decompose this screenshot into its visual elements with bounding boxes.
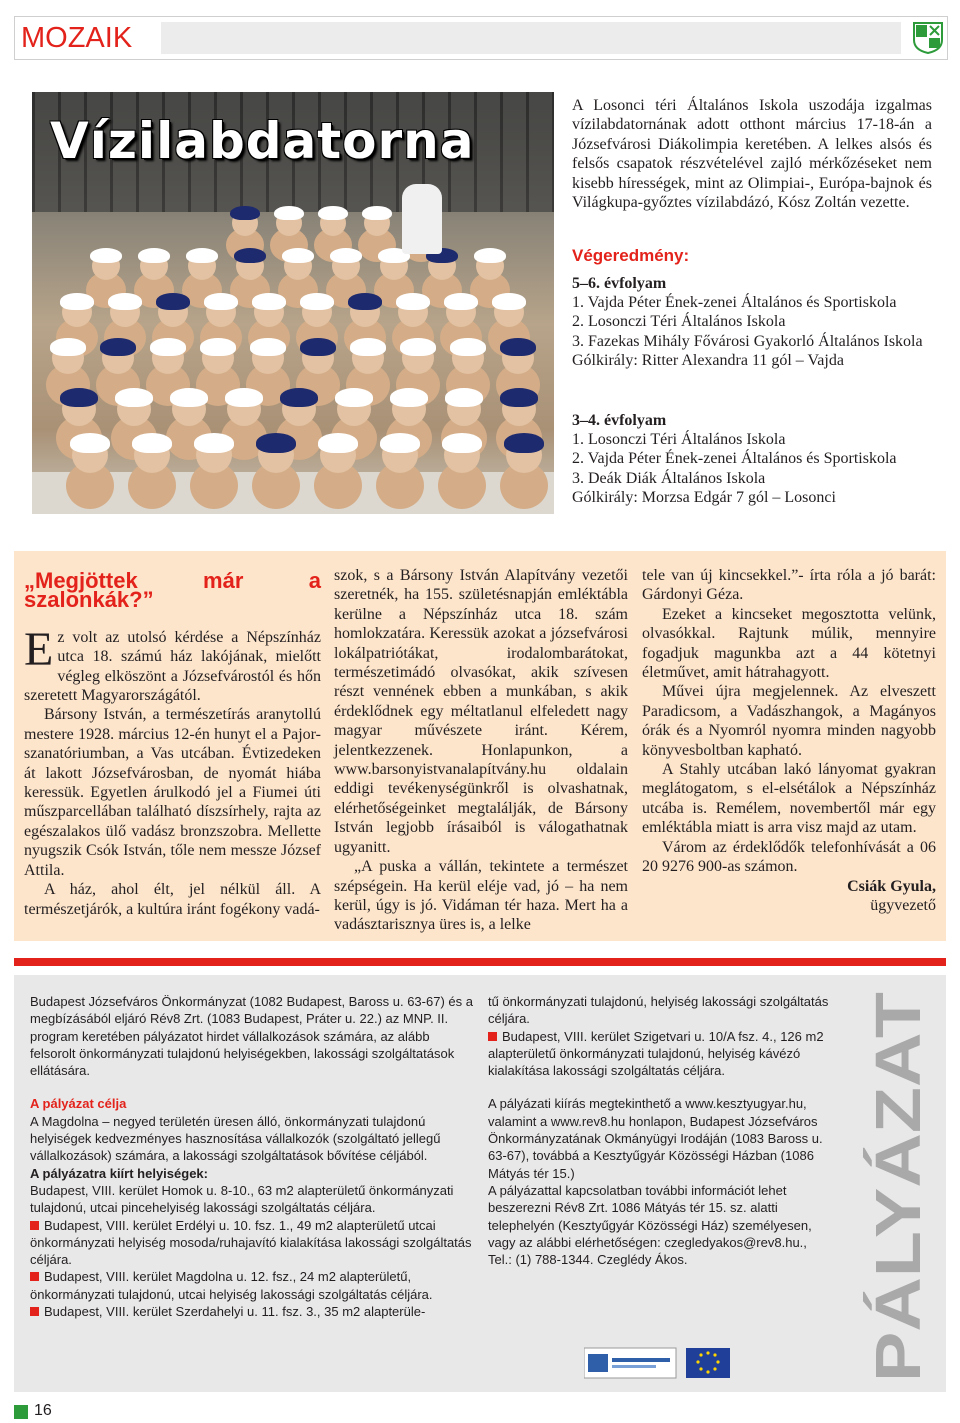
paragraph: Bársony István, a természetírás aranytollú mestere 1928. március 12-én hunyt el a Pajor-szanatóriumban, a Vas utcában. Évtizedeken át lakott Józsefvárosban, de nyomát hiába keressük. Egyetlen árulkodó jel a Fiumei úti műszparcellában található díszsírhely, rajta az egészalakos ülő vadász bronzszobra. Mellette nyugszik Csók István, tőle nem messze József Attila. [24, 706, 321, 879]
photo-swim-cap [250, 338, 286, 356]
tender-box [14, 975, 946, 1392]
result-line: 2. Vajda Péter Ének-zenei Általános és Sportiskola [572, 450, 897, 468]
photo-swim-cap [362, 206, 392, 220]
photo-swim-cap [150, 338, 186, 356]
book-article-title: „Megjöttek már a szalonkák?” [24, 568, 321, 613]
paragraph: tele van új kincsekkel.”- írta róla a jó barát: Gárdonyi Géza. [642, 567, 936, 604]
paragraph: „A puska a vállán, tekintete a természet szépségein. Ha kerül eléje vad, jó – ha nem kerül, úgy is jó. Vidáman tér haza. Mert ha a vadásztarisznya üres is, a lelke [334, 858, 628, 934]
premise-text: Budapest, VIII. kerület Erdélyi u. 10. fsz. 1., 49 m2 alapterületű utcai önkormányzati helyiség mosoda/ruhajavító kialakítása lakossági szolgáltatás céljára. [30, 1217, 472, 1268]
paragraph: Ezeket a kincseket megosztotta velünk, olvasókkal. Rajtunk múlik, mennyire fogadjuk magunkba azt a 44 kötetnyi életművet, amit hátrahagyott. [642, 605, 936, 682]
tender-column-right [488, 993, 830, 1268]
photo-swim-cap [390, 388, 428, 407]
photo-swim-cap [194, 433, 234, 453]
paragraph: Művei újra megjelennek. Az elveszett Paradicsom, a Vadászhangok, a Magányos órák és a Nyomról nyomra minden nagyobb könyvesboltban kapható. [642, 683, 936, 759]
author-signature: Csiák Gyula, [847, 877, 936, 895]
photo-swim-cap [300, 338, 336, 356]
result-line: 1. Vajda Péter Ének-zenei Általános és Sportiskola [572, 294, 897, 311]
premise-item [488, 1028, 830, 1080]
tender-column-left [30, 993, 476, 1320]
photo-swim-cap [280, 388, 318, 407]
book-column-2 [334, 566, 628, 935]
photo-swim-cap [204, 293, 238, 310]
photo-swim-cap [474, 248, 506, 263]
page-marker [14, 1405, 28, 1419]
author-role: ügyvezető [870, 896, 936, 914]
photo-swim-cap [348, 293, 382, 310]
premise-item [30, 1303, 476, 1320]
photo-swim-cap [225, 388, 263, 407]
paragraph: A Stahly utcában lakó lányomat gyakran meglátogatom, s el-elsétálok a Népszínház utcába is. Remélem, novembertől már egy emléktábla miatt is arra visz majd az utam. [642, 761, 936, 837]
top-scorer: Gólkirály: Morzsa Edgár 7 gól – Losonci [572, 489, 836, 507]
premise-item [30, 1268, 476, 1303]
paragraph: szok, s a Bársony István Alapítvány vezetői szeretnék, ha 155. születésnapján emléktábla kerülne a Népszínház utca 18. szám homlokzatára. Keressük azokat a józsefvárosi lokálpatriótákat, irodalombarátokat, természetimádó olvasókat, akik szívesen részt vennének ebben a munkában, s akik érdeklődnek egy méltatlanul elfeledett nagy magyar művészete iránt. Kérem, jelentkezzenek. Honlapunkon, a www.barsonyistvanalapítvány.hu oldalain eddigi tevékenységünkről is olvashatnak, elérhetőségeinket megtalálják, de Bársony István legjobb írásaiból is válogathatnak ugyanitt. [334, 567, 628, 856]
photo-swim-cap [274, 206, 304, 220]
paragraph-text: z volt az utolsó kérdése a Népszínház utca 18. számú ház lakójának, mielőtt végleg elköszönt a Józsefvárostól és hőn szeretett Magyarországától. [24, 628, 321, 705]
district-crest-icon [913, 22, 943, 54]
photo-swim-cap [504, 433, 544, 453]
article-title: Vízilabdatorna [50, 112, 475, 170]
premise-text: Budapest, VIII. kerület Szigetvari u. 10/A fsz. 4., 126 m2 alapterületű önkormányzati tulajdonú, helyiség kávézó kialakítása lakossági szolgáltatás céljára. [488, 1028, 824, 1079]
paragraph: A ház, ahol élt, jel nélkül áll. A természetjárók, a kultúra iránt fogékony vadá- [24, 881, 321, 918]
photo-swim-cap [132, 433, 172, 453]
section-title: MOZAIK [15, 17, 161, 59]
book-column-1 [24, 568, 321, 919]
results-group-1 [572, 275, 932, 371]
premise-text: Budapest, VIII. kerület Szerdahelyi u. 11. fsz. 3., 35 m2 alapterüle- [44, 1304, 426, 1320]
bullet-icon [30, 1221, 39, 1230]
paragraph: Várom az érdeklődők telefonhívását a 06 20 9276 900-as számon. [642, 838, 936, 876]
photo-swim-cap [256, 433, 296, 453]
bullet-icon [488, 1032, 497, 1041]
section-divider [14, 958, 946, 966]
photo-swim-cap [500, 338, 536, 356]
photo-swim-cap [170, 388, 208, 407]
photo-swim-cap [445, 388, 483, 407]
result-line: 2. Losonczi Téri Általános Iskola [572, 313, 786, 331]
photo-swim-cap [318, 206, 348, 220]
tender-goal-text: A Magdolna – negyed területén üresen álló, önkormányzati tulajdonú helyiségek kedvezményes hasznosítása vállalkozók (szolgáltató jellegű vállalkozások) számára, a lakossági szolgáltatások bővítése céljából. [30, 1113, 441, 1164]
premise-item: Budapest, VIII. kerület Homok u. 8-10., 63 m2 alapterületű önkormányzati tulajdonú, utcai pincehelyiség lakossági szolgáltatás céljára. [30, 1182, 454, 1216]
results-group-2 [572, 412, 932, 508]
photo-swim-cap [156, 293, 190, 310]
photo-swim-cap [60, 388, 98, 407]
photo-swim-cap [90, 248, 122, 263]
photo-swim-cap [60, 293, 94, 310]
grade-label: 5–6. évfolyam [572, 275, 667, 292]
tender-intro: Budapest Józsefváros Önkormányzat (1082 Budapest, Baross u. 63-67) és a megbízásából eljáró Rév8 Zrt. (1083 Budapest, Práter u. 22.) az MNP. II. program keretében pályázatot hirdet vállalkozások számára, az alább felsorolt önkormányzati tulajdonú helyiségekben, lakossági szolgáltatások ellátására. [30, 994, 473, 1079]
photo-swim-cap [330, 248, 362, 263]
photo-swim-cap [318, 433, 358, 453]
result-line: 3. Deák Diák Általános Iskola [572, 469, 766, 487]
sponsor-logos-icon [584, 1344, 754, 1384]
photo-swim-cap [492, 293, 526, 310]
photo-swim-cap [380, 433, 420, 453]
results-heading: Végeredmény: [572, 246, 690, 265]
hero-photo [32, 92, 554, 514]
photo-swim-cap [230, 206, 260, 220]
paragraph [24, 622, 321, 706]
photo-swim-cap [450, 338, 486, 356]
photo-swim-cap [500, 388, 538, 407]
result-line: 1. Losonczi Téri Általános Iskola [572, 431, 786, 448]
photo-swim-cap [350, 338, 386, 356]
photo-swim-cap [282, 248, 314, 263]
photo-swim-cap [444, 293, 478, 310]
photo-swim-cap [234, 248, 266, 263]
photo-swim-cap [335, 388, 373, 407]
photo-swim-cap [252, 293, 286, 310]
book-article-box [14, 551, 946, 941]
photo-swim-cap [70, 433, 110, 453]
bullet-icon [30, 1272, 39, 1281]
photo-coach [402, 184, 442, 254]
result-line: 3. Fazekas Mihály Fővárosi Gyakorló Általános Iskola [572, 332, 923, 350]
photo-swim-cap [186, 248, 218, 263]
photo-swim-cap [100, 338, 136, 356]
photo-swim-cap [200, 338, 236, 356]
top-scorer: Gólkirály: Ritter Alexandra 11 gól – Vajda [572, 352, 844, 370]
photo-swim-cap [138, 248, 170, 263]
photo-swim-cap [442, 433, 482, 453]
drop-cap: E [24, 622, 54, 676]
book-column-3 [642, 566, 936, 915]
photo-swim-cap [300, 293, 334, 310]
tender-premises-heading: A pályázatra kiírt helyiségek: [30, 1165, 208, 1181]
photo-swim-cap [396, 293, 430, 310]
premise-continued: tű önkormányzati tulajdonú, helyiség lakossági szolgáltatás céljára. [488, 994, 829, 1027]
vertical-title-text: PÁLYÁZAT [862, 1051, 932, 1382]
bullet-icon [30, 1307, 39, 1316]
grade-label: 3–4. évfolyam [572, 412, 667, 429]
page-number: 16 [34, 1402, 52, 1419]
tender-goal-heading: A pályázat célja [30, 1096, 127, 1112]
tender-info: A pályázati kiírás megtekinthető a www.kesztyugyar.hu, valamint a www.rev8.hu honlapon, Budapest Józsefváros Önkormányzatának Okmányügyi Irodáján (1083 Baross u. 63-67), továbbá a Kesztyűgyár Közösségi Házban (1086 Mátyás tér 15.) [488, 1096, 823, 1181]
premise-text: Budapest, VIII. kerület Magdolna u. 12. fsz., 24 m2 alapterületű, önkormányzati tulajdonú, utcai helyiség lakossági szolgáltatás céljára. [30, 1269, 433, 1302]
photo-swim-cap [50, 338, 86, 356]
premise-item [30, 1217, 476, 1269]
photo-swim-cap [400, 338, 436, 356]
tender-vertical-title [862, 990, 932, 1385]
article-intro: A Losonci téri Általános Iskola uszodája izgalmas vízilabdatornának adott otthont március 17-18-án a Józsefvárosi Diákolimpia keretében. A lelkes alsós és felsős csapatok részvételével zajló mérkőzéseket nem kisebb hírességek, mint az Olimpiai-, Európa-bajnok és Világkupa-győztes vízilabdázó, Kósz Zoltán vezette. [572, 97, 932, 212]
photo-swim-cap [108, 293, 142, 310]
header-band [161, 22, 901, 54]
section-header [14, 16, 948, 60]
photo-swim-cap [115, 388, 153, 407]
tender-contact: A pályázattal kapcsolatban további információt lehet beszerezni Rév8 Zrt. 1086 Mátyás tér 15. sz. alatti telephelyén (Kesztyűgyár Közösségi Ház) személyesen, vagy az alábbi elérhetőségen: czegledyakos@rev8.hu., Tel.: (1) 788-1344. Czeglédy Ákos. [488, 1182, 812, 1268]
